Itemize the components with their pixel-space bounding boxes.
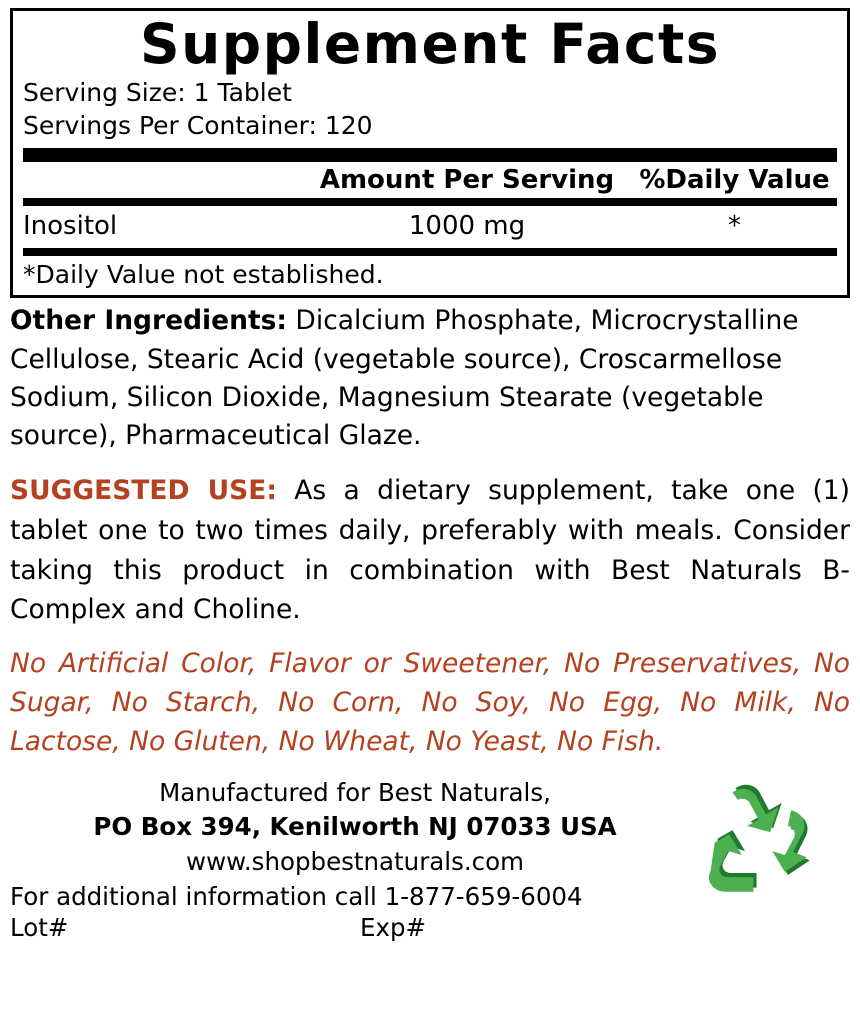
table-row [23,206,837,248]
table-header-row [23,162,837,198]
supplement-facts-panel [10,8,850,298]
suggested-use [10,471,850,630]
other-ingredients-label: Other Ingredients: [10,305,287,337]
page-title: Supplement Facts [140,12,720,76]
nutrient-daily-value: * [728,211,741,242]
manufacturer-website[interactable]: www.shopbestnaturals.com [186,847,524,877]
recycle-icon [702,782,832,897]
divider-medium [23,198,837,206]
column-header-daily-value: %Daily Value [639,165,830,196]
daily-value-footnote: *Daily Value not established. [23,260,384,290]
divider-medium-bottom [23,248,837,256]
suggested-use-text: As a dietary supplement, take one (1) tablet one to two times daily, preferably with meals. Consider taking this product in combination with Best Naturals B-Complex and Choline. [10,475,851,626]
divider-thick-top [23,148,837,162]
free-from-claims: No Artificial Color, Flavor or Sweetener, No Preservatives, No Sugar, No Starch, No Corn, No Soy, No Egg, No Milk, No Lactose, No Gluten, No Wheat, No Yeast, No Fish. [10,648,850,758]
footer [10,776,850,943]
column-header-amount: Amount Per Serving [319,165,615,196]
nutrient-amount: 1000 mg [408,211,526,242]
servings-per-container: Servings Per Container: 120 [23,111,373,141]
manufacturer-address: PO Box 394, Kenilworth NJ 07033 USA [93,812,617,842]
support-phone: For additional information call 1-877-659-6004 [10,882,583,912]
lot-label: Lot# [10,913,69,943]
exp-label: Exp# [360,913,427,943]
nutrient-name: Inositol [23,211,118,242]
serving-size: Serving Size: 1 Tablet [23,78,292,108]
lot-exp-row [10,913,850,942]
other-ingredients-text: Dicalcium Phosphate, Microcrystalline Cellulose, Stearic Acid (vegetable source), Croscarmellose Sodium, Silicon Dioxide, Magnesium Stearate (vegetable source), Pharmaceutical Glaze. [10,305,799,451]
manufactured-for: Manufactured for Best Naturals, [159,777,551,807]
other-ingredients [10,302,850,455]
suggested-use-label: SUGGESTED USE: [10,475,277,507]
